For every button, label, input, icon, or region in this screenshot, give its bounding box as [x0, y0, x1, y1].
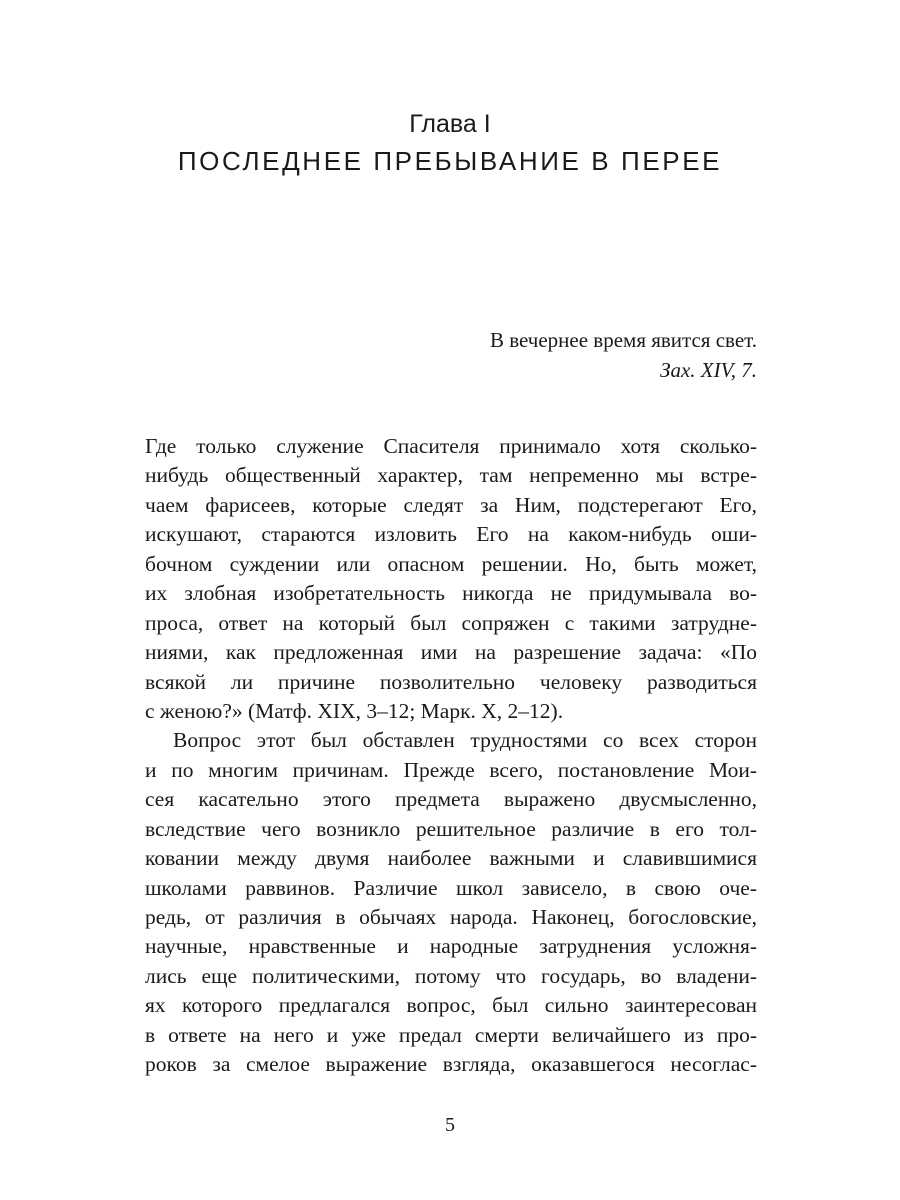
text-line: ях которого предлагался вопрос, был сильно заинтересован — [145, 993, 757, 1018]
epigraph-source: Зах. XIV, 7. — [660, 358, 757, 382]
text-line: всякой ли причине позволительно человеку разводиться — [145, 669, 757, 694]
text-line: сея касательно этого предмета выражено двусмысленно, — [145, 787, 757, 812]
text-line: научные, нравственные и народные затруднения усложня- — [145, 934, 757, 959]
epigraph-text: В вечернее время явится свет. — [489, 328, 757, 352]
text-line: вследствие чего возникло решительное различие в его тол- — [145, 816, 757, 841]
text-line: редь, от различия в обычаях народа. Наконец, богословские, — [145, 905, 757, 929]
text-line: их злобная изобретательность никогда не придумывала во- — [145, 581, 757, 606]
text-line: проса, ответ на который был сопряжен с такими затрудне- — [145, 610, 757, 635]
text-line: ниями, как предложенная ими на разрешение задача: «По — [145, 640, 757, 665]
text-line: искушают, стараются изловить Его на каком-нибудь оши- — [145, 522, 757, 547]
text-line: и по многим причинам. Прежде всего, постановление Мои- — [145, 757, 757, 782]
text-line: ковании между двумя наиболее важными и славившимися — [145, 846, 757, 871]
text-line: школами раввинов. Различие школ зависело, в свою оче- — [145, 875, 757, 900]
chapter-title: ПОСЛЕДНЕЕ ПРЕБЫВАНИЕ В ПЕРЕЕ — [177, 146, 723, 176]
text-line: Где только служение Спасителя принимало хотя сколько- — [145, 434, 757, 458]
text-line: нибудь общественный характер, там непременно мы встре- — [145, 463, 757, 488]
text-line: Вопрос этот был обставлен трудностями со всех сторон — [173, 728, 757, 753]
text-line: бочном суждении или опасном решении. Но, быть может, — [145, 551, 757, 576]
text-line: лись еще политическими, потому что государь, во владени- — [145, 963, 757, 988]
page-number: 5 — [445, 1114, 455, 1136]
text-line: чаем фарисеев, которые следят за Ним, подстерегают Его, — [145, 492, 757, 517]
text-line: в ответе на него и уже предал смерти величайшего из про- — [145, 1022, 757, 1047]
chapter-number: Глава I — [409, 110, 491, 138]
text-line: роков за смелое выражение взгляда, оказавшегося несоглас- — [145, 1052, 757, 1077]
text-line: с женою?» (Матф. XIX, 3–12; Марк. X, 2–12). — [145, 698, 564, 723]
body-text — [145, 432, 757, 1080]
